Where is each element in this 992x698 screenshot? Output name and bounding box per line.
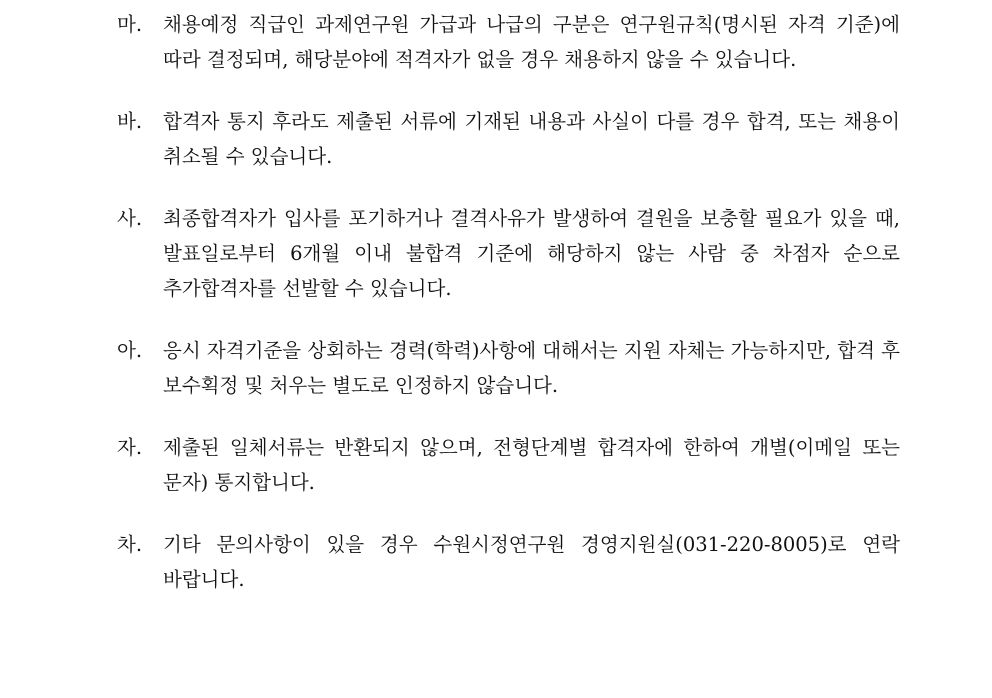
item-marker: 아.	[117, 339, 143, 362]
item-marker: 마.	[117, 13, 143, 36]
item-marker: 바.	[117, 110, 143, 133]
item-text: 응시 자격기준을 상회하는 경력(학력)사항에 대해서는 지원 자체는 가능하지만, 합격 후 보수획정 및 처우는 별도로 인정하지 않습니다.	[163, 339, 900, 397]
item-marker: 차.	[117, 533, 143, 556]
notice-item-ba	[117, 104, 900, 174]
notice-item-sa	[117, 201, 900, 306]
item-marker: 자.	[117, 436, 143, 459]
item-text: 합격자 통지 후라도 제출된 서류에 기재된 내용과 사실이 다를 경우 합격, 또는 채용이 취소될 수 있습니다.	[163, 110, 900, 168]
notice-item-ma	[117, 7, 900, 77]
notice-item-ja	[117, 430, 900, 500]
notice-item-a	[117, 333, 900, 403]
item-text: 채용예정 직급인 과제연구원 가급과 나급의 구분은 연구원규칙(명시된 자격 기준)에 따라 결정되며, 해당분야에 적격자가 없을 경우 채용하지 않을 수 있습니다.	[163, 13, 900, 71]
item-text: 제출된 일체서류는 반환되지 않으며, 전형단계별 합격자에 한하여 개별(이메일 또는 문자) 통지합니다.	[163, 436, 900, 494]
item-text: 최종합격자가 입사를 포기하거나 결격사유가 발생하여 결원을 보충할 필요가 있을 때, 발표일로부터 6개월 이내 불합격 기준에 해당하지 않는 사람 중 차점자 순으로 추가합격자를 선발할 수 있습니다.	[163, 207, 900, 300]
item-marker: 사.	[117, 207, 143, 230]
notice-list	[117, 0, 900, 597]
item-text: 기타 문의사항이 있을 경우 수원시정연구원 경영지원실(031-220-8005)로 연락 바랍니다.	[163, 533, 900, 591]
notice-item-cha	[117, 527, 900, 597]
